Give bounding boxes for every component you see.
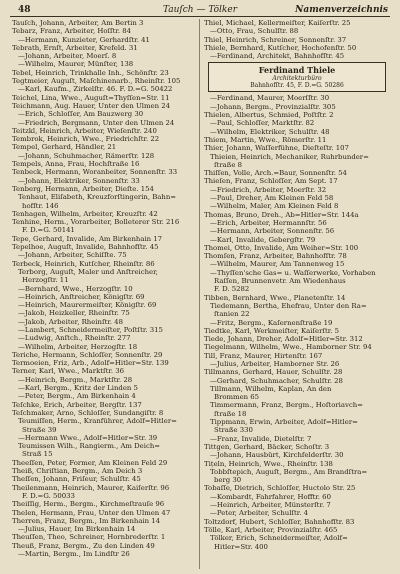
- directory-entry: Teriche, Hermann, Schloſſer, Sonnenſtr. 29: [12, 350, 163, 359]
- directory-entry: —Wilhelm, Arbeiter, Herzogſtr. 18: [18, 342, 138, 351]
- directory-entry: Tenhine, Herm., Vorarbeiter, Bolleterer Str. 216: [12, 218, 180, 227]
- directory-entry: Tiedemann, Bertha, Ehefrau, Unter den Ra=: [210, 301, 367, 310]
- directory-entry: —Wilhelm, Maler, Am Kleinen Feld 8: [210, 202, 339, 211]
- directory-entry: —Martin, Bergm., Im Lindſtr 26: [18, 550, 130, 558]
- directory-entry: —Heinrich, Maurermeiſter, Königſtr. 69: [18, 301, 157, 310]
- directory-entry: Tebrath, Ernſt, Arbeiter, Krefeld. 31: [12, 43, 138, 52]
- directory-entry: Termoeien, Friz, Arb., Adolf=Hitler=Str. 139: [12, 359, 169, 368]
- directory-entry: Theiſſig, Herm., Bergm., Kirchmeſtrauſe 96: [12, 500, 165, 509]
- directory-entry: Teumiſſen, Herm., Kranführer, Adolf=Hitler=: [18, 417, 177, 426]
- directory-entry: —Heinrich, Anſtreicher, Königſtr. 69: [18, 292, 145, 301]
- directory-entry: Teichmann, Aug. Hauer, Unter den Ulmen 24: [12, 101, 171, 110]
- directory-entry: —Johann, Arbeiter, Moerſ. 8: [18, 52, 117, 61]
- directory-entry: Tölle, Karl, Arbeiter, Provinzialſtr. 465: [204, 525, 338, 534]
- directory-entry: Teſchke, Erich, Arbeiter, Bergſtr. 137: [12, 400, 142, 409]
- directory-entry: Timmermann, Franz, Bergm., Hoſtoriavch=: [210, 401, 363, 410]
- directory-entry: Tempel, Gerhard, Händler, 21: [12, 143, 117, 152]
- directory-entry: Brommen 65: [214, 393, 260, 402]
- column-divider: [199, 19, 200, 569]
- page-header: [10, 3, 390, 17]
- page-number: 48: [18, 5, 31, 15]
- directory-entry: Tițeln, Heinrich, Wwe., Rheinſtr. 138: [204, 459, 333, 468]
- directory-entry: Tiegelmann, Wilhelm, Wwe., Hamborner Str. 94: [204, 343, 372, 352]
- directory-entry: Tillmann, Wilhelm, Kaplan, An den: [210, 384, 332, 393]
- directory-entry: —Heinrich, Arbeiter, Münsterſtr. 7: [210, 501, 331, 510]
- directory-entry: Tobbſtepich, Auguſt, Bergm., Am Brandſtra=: [210, 467, 368, 476]
- directory-entry: Herzogſtr. 11: [22, 276, 69, 285]
- directory-entry: —Gerhard, Schuhmacher, Schulſtr. 28: [210, 376, 343, 385]
- ad-line2: Bahnhofſtr. 45, F. D.=G. 50286: [250, 82, 344, 90]
- directory-entry: berg 30: [214, 476, 242, 485]
- directory-entry: Tebarz, Franz, Arbeiter, Hoſſtr. 84: [12, 27, 132, 36]
- directory-entry: —Johann, Arbeiter, Schiſſte. 75: [18, 251, 127, 260]
- directory-entry: —Hermann Wwe., Adolf=Hitler=Str. 39: [18, 433, 158, 442]
- directory-entry: Tempels, Anna, Frau, Hochſtraße 16: [12, 160, 140, 169]
- directory-entry: —Jakob, Arbeiter, Rheinſtr. 48: [18, 317, 123, 326]
- directory-entry: Tenbeck, Hermann, Woranbeiter, Sonnenſtr. 33: [12, 168, 178, 177]
- directory-entry: —Bernhard, Wwe., Herzogſtr. 10: [18, 284, 133, 293]
- directory-entry: —Julius, Hauer, Im Birkenhain 14: [18, 525, 136, 534]
- directory-entry: Therren, Franz, Bergm., Im Birkenhain 14: [12, 516, 161, 525]
- directory-entry: Thomſen, Franz, Arbeiter, Bahnhofſtr. 78: [204, 252, 347, 261]
- directory-entry: Theeſſen, Peter, Former, Am Kleinen Feld 29: [12, 458, 168, 467]
- directory-entry: Teſchmaker, Arno, Schloſſer, Sundangiſtr. 8: [12, 408, 164, 417]
- directory-entry: Thomas, Bruno, Dreh., Ab=Hitler=Str. 144a: [204, 210, 359, 219]
- directory-entry: Straße 330: [214, 426, 253, 435]
- directory-entry: —Jakob, Heizkeller, Rheinſtr. 75: [18, 309, 130, 318]
- directory-entry: —Franz, Invalide, Dietelſtr. 7: [210, 434, 312, 443]
- directory-entry: —Johann, Schuhmacher, Rämerſtr. 128: [18, 151, 155, 160]
- directory-entry: Straß 15: [22, 450, 53, 459]
- directory-entry: Tillmanns, Gerhard, Hauer, Schulſtr. 28: [204, 368, 343, 377]
- directory-entry: —Julius, Arbeiter, Hamborner Str. 26: [210, 359, 340, 368]
- header-rule: [10, 16, 390, 17]
- directory-entry: hofſtr. 146: [22, 201, 59, 210]
- directory-entry: Theuß, Franz, Bergm., Zu den Linden 49: [12, 541, 155, 550]
- directory-entry: F. D. 5282: [214, 285, 250, 294]
- directory-entry: Terborg, Auguſt, Maler und Anſtreicher,: [18, 267, 158, 276]
- directory-entry: —Hermann, Kunzieter, Gerhardſtr. 41: [18, 35, 150, 44]
- directory-entry: Tegtmeier, Auguſt, Maſchinenarb., Rheinſtr. 105: [12, 77, 181, 86]
- directory-entry: —Karl, Kaufm., Zirkelſtr. 46. F. D.=G. 50422: [18, 85, 173, 94]
- directory-entry: Tobaſſe, Dietrich, Schloſſer, Huctolo Str. 25: [204, 484, 356, 493]
- directory-entry: Thiem, Martin, Wwe., Römerſtr. 11: [204, 135, 327, 144]
- directory-entry: Tenberg, Hermann, Arbeiter, Dieſte. 154: [12, 184, 154, 193]
- directory-entry: Terbeck, Heinrich, Kutſcher, Rheinſtr. 86: [12, 259, 155, 268]
- directory-entry: —Karl, Bergm., Kritz der Linden 5: [18, 384, 138, 393]
- advertisement-box: [208, 62, 386, 92]
- directory-entry: Thiel, Heinrich, Schreiner, Sonnenſtr. 37: [204, 35, 347, 44]
- directory-entry: Thieſen, Franz, Schloſſer, Am Sept. 17: [204, 177, 338, 186]
- directory-entry: Teitzkl, Heinrich, Arbeiter, Wieſenſtr. 240: [12, 126, 157, 135]
- directory-entry: Theſſen, Johann, Friſeur, Schulſtr. 45: [12, 475, 141, 484]
- directory-entry: Tiede, Johann, Dreher, Adolf=Hitler=Str. 312: [204, 335, 363, 344]
- directory-entry: Tippmann, Erwin, Arbeiter, Adolf=Hitler=: [210, 418, 358, 427]
- directory-entry: Tembrok, Heinrich, Wwe., Friedrichſtr. 22: [12, 135, 160, 144]
- directory-entry: Thiele, Bernhard, Kutſcher, Hochofenſtr. 50: [204, 43, 357, 52]
- directory-entry: —Wilhelm, Maurer, Münſter, 138: [18, 60, 134, 69]
- directory-entry: —Johann, Elektriker, Sonnenſtr. 33: [18, 176, 140, 185]
- directory-entry: Tebel, Heinrich, Trinkhalle Inh., Schönſtr. 23: [12, 68, 169, 77]
- directory-entry: Raſſen, Brunnenvetr. Am Wiedenhaus: [214, 277, 346, 286]
- ad-line1: Architekturbüro: [272, 75, 322, 83]
- directory-entry: —Erich, Schloſſer, Am Bauzwerg 30: [18, 110, 144, 119]
- directory-entry: —Hermann, Arbeiter, Sonnenſtr. 56: [210, 227, 335, 236]
- directory-entry: —Peter, Bergm., Am Birkenhain 4: [18, 392, 136, 401]
- directory-entry: Thier, Johann, Waſſerfühne, Dieſteſtr. 107: [204, 144, 349, 153]
- directory-entry: —Johann, Hausbürt, Kirchfelderſtr. 30: [210, 451, 344, 460]
- ad-name: Ferdinand Thiele: [258, 65, 336, 76]
- directory-entry: Teichel, Lina, Wwe., Auguſt=Thyſſen=Str. 11: [12, 93, 170, 102]
- directory-entry: —Ludwig, Anſtch., Rheinſtr. 277: [18, 334, 131, 343]
- directory-entry: Thelen, Hermann, Frau, Unter den Ulmen 47: [12, 508, 171, 517]
- right-column-top-entries: [204, 19, 390, 60]
- directory-entry: Theiß, Chriſtian, Bergm., Am Deich 3: [12, 467, 143, 476]
- directory-entry: Till, Franz, Maurer, Hirtenſtr. 167: [204, 351, 323, 360]
- directory-entry: —Kombardt, Fahrfahrer, Hofftr. 60: [210, 492, 331, 501]
- directory-entry: Theilenmann, Heinrich, Maurer, Kaiſerſtr. 96: [12, 483, 170, 492]
- directory-entry: Tenhagen, Wilhelm, Arbeiter, Kreuzſtr. 42: [12, 209, 158, 218]
- directory-entry: —Friedrich, Arbeiter, Moerſtr. 32: [210, 185, 327, 194]
- directory-entry: —Paul, Schloſſer, Marktſtr. 82: [210, 119, 315, 128]
- directory-entry: Teumissen Wilh., Rangierm., Am Deich=: [18, 442, 161, 451]
- directory-entry: —Thyſſen'sche Gas= u. Waſſerwerke, Vorhaben: [210, 268, 376, 277]
- section-title: Namenverzeichnis: [295, 5, 388, 15]
- directory-entry: —Lambert, Schneidermeiſter, Poſtſtr. 315: [18, 325, 163, 334]
- directory-entry: Tepelhoe, Auguſt, Invalide, Bahnhofſtr. 45: [12, 243, 159, 252]
- directory-entry: F. D.=G. 50033: [22, 491, 75, 500]
- directory-entry: Tauſch, Johann, Arbeiter, Am Bertin 3: [12, 19, 144, 27]
- directory-entry: Thomei, Otto, Invalide, Am Weiher=Str. 100: [204, 243, 359, 252]
- directory-entry: ſtraße 8: [214, 160, 242, 169]
- directory-entry: Terner, Karl, Wwe., Marktſtr. 36: [12, 367, 125, 376]
- directory-entry: Tibben, Bernhard, Wwe., Planetenſtr. 14: [204, 293, 346, 302]
- right-column: [204, 19, 390, 571]
- right-column-entries: [204, 94, 390, 550]
- directory-entry: Tenhaut, Eliſabeth, Kreuzforſtingerin, Bahn=: [18, 193, 177, 202]
- directory-entry: —Fritz, Bergm., Kaſernenſtraße 19: [210, 318, 333, 327]
- directory-entry: F. D.=G. 50141: [22, 226, 75, 235]
- directory-entry: Thieien, Heinrich, Mechaniker, Ruhrbunder=: [210, 152, 369, 161]
- directory-entry: —Ferdinand, Architekt, Bahnhofſtr. 45: [210, 52, 345, 61]
- directory-entry: Tittgen, Gerhard, Bäcker, Schoſtr. 3: [204, 442, 330, 451]
- directory-entry: Toltzdorf, Hubert, Schloſſer, Bahnhofſtr. 83: [204, 517, 355, 526]
- directory-entry: Tepe, Gerhard, Invalide, Am Birkenhain 17: [12, 234, 163, 243]
- directory-entry: —Paul, Dreher, Am Kleinen Feld 58: [210, 194, 334, 203]
- directory-entry: Tölker, Erich, Schneidermeiſter, Adolf=: [210, 534, 348, 543]
- directory-entry: ſtraße 18: [214, 409, 247, 418]
- directory-entry: —Ferdinand, Maurer, Moerſſtr. 30: [210, 94, 330, 103]
- directory-entry: —Peter, Arbeiter, Schulſtr. 4: [210, 509, 309, 518]
- directory-entry: Theuſſen, Theo, Schreiner, Hornbrederſtr. 1: [12, 533, 166, 542]
- directory-entry: Thiſſen, Volle, Arch.=Baur, Sonnenſtr. 54: [204, 169, 347, 178]
- directory-entry: Tiedtke, Karl, Werkmeiſter, Kaiſerſtr. 5: [204, 326, 340, 335]
- directory-entry: —Karl, Invalide, Gebergſtr. 79: [210, 235, 316, 244]
- directory-entry: —Friedrich, Bergmann, Unter den Ulmen 24: [18, 118, 175, 127]
- directory-entry: —Wilhelm, Elektriker, Schulſtr. 48: [210, 127, 330, 136]
- directory-entry: Hitler=Str. 400: [214, 542, 268, 551]
- directory-entry: Thiel, Michael, Kellermeiſter, Kaiſerſtr. 25: [204, 19, 351, 27]
- directory-entry: —Erich, Arbeiter, Hermannſtr. 56: [210, 218, 327, 227]
- running-head: Tauſch — Tölker: [162, 5, 238, 15]
- left-column: [12, 19, 198, 571]
- directory-entry: —Heinrich, Bergm., Marktſtr. 28: [18, 375, 133, 384]
- directory-entry: ſtanien 22: [214, 310, 250, 319]
- directory-entry: Thielen, Albertus, Schmied, Poſtſtr. 2: [204, 111, 334, 120]
- directory-entry: —Otto, Frau, Schulſtr. 88: [210, 27, 299, 36]
- directory-entry: —Wilhelm, Maurer, Am Tannenweg 15: [210, 260, 345, 269]
- directory-entry: Straße 39: [22, 425, 57, 434]
- directory-entry: —Johann, Bergm., Provinzialſtr. 305: [210, 102, 336, 111]
